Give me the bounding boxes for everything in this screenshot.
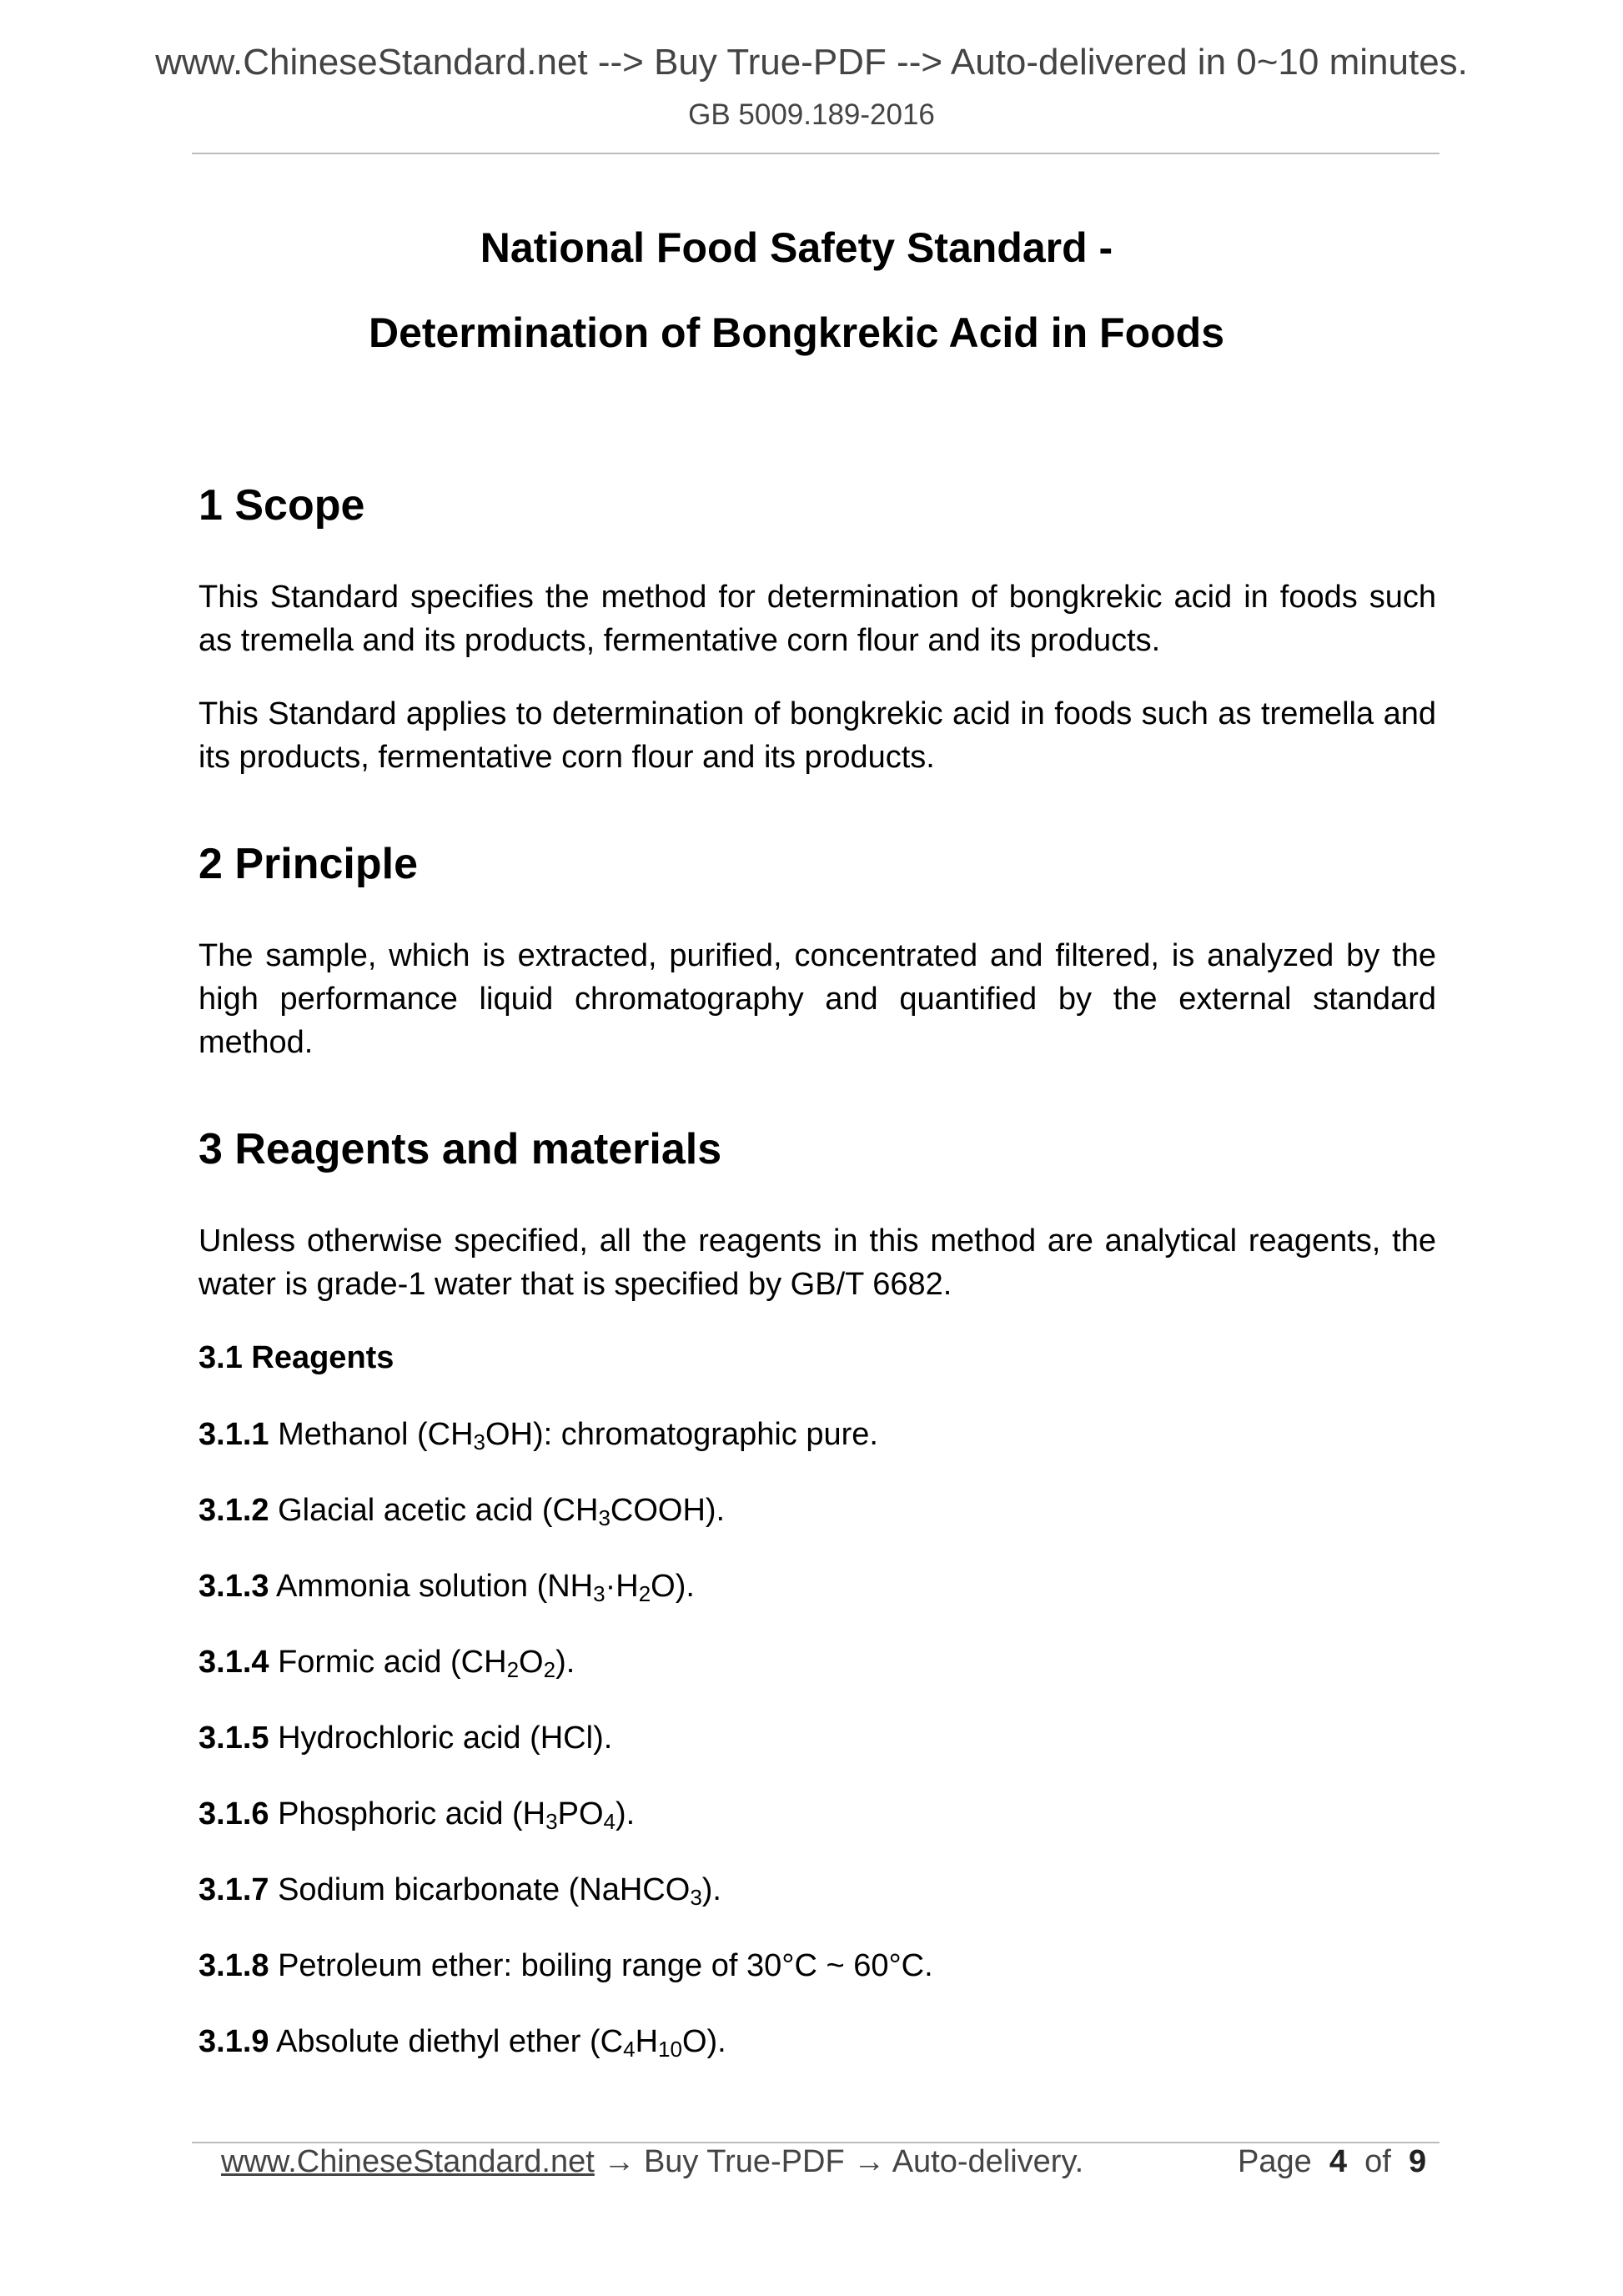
item-subscript: 4 (623, 2037, 636, 2062)
item-text: Formic acid (CH (269, 1645, 507, 1680)
item-text: H (635, 2024, 659, 2059)
item-number: 3.1.1 (198, 1417, 269, 1452)
item-text: ). (701, 1872, 721, 1907)
top-banner: www.ChineseStandard.net --> Buy True-PDF --> Auto-delivered in 0~10 minutes. (155, 42, 1468, 83)
item-subscript: 2 (543, 1657, 556, 1682)
item-subscript: 10 (658, 2037, 682, 2062)
item-text: Petroleum ether: boiling range of 30°C ~ 60°C. (269, 1948, 933, 1983)
reagent-item (198, 1489, 1436, 1532)
item-text: OH): chromatographic pure. (485, 1417, 878, 1452)
page-total: 9 (1408, 2144, 1427, 2179)
item-text: ). (615, 1796, 636, 1831)
reagent-item (198, 1868, 1436, 1912)
item-text: Sodium bicarbonate (NaHCO (269, 1872, 691, 1907)
document-number: GB 5009.189-2016 (688, 98, 935, 131)
item-text: O (519, 1645, 544, 1680)
footer-note-text: → Buy True-PDF → Auto-delivery. (594, 2144, 1084, 2179)
document-title-line2: Determination of Bongkrekic Acid in Foods (368, 309, 1225, 356)
item-text: Phosphoric acid (H (269, 1796, 546, 1831)
item-text: PO (557, 1796, 604, 1831)
reagent-item (198, 1413, 1436, 1456)
item-subscript: 3 (690, 1885, 702, 1910)
scope-paragraph-1: This Standard specifies the method for determination of bongkrekic acid in foods such as tremella and its products, fermentative corn flour and its products. (198, 580, 1436, 658)
item-number: 3.1.3 (198, 1569, 269, 1604)
footer-note (221, 2144, 1083, 2180)
principle-paragraph-1: The sample, which is extracted, purified, concentrated and filtered, is analyzed by the high performance liquid chromatography and quantified by the external standard method. (198, 938, 1436, 1060)
reagent-item (198, 1716, 1436, 1760)
item-text: Absolute diethyl ether (C (269, 2024, 624, 2059)
item-number: 3.1.4 (198, 1645, 269, 1680)
section-heading-scope: 1 Scope (198, 481, 365, 530)
header-divider (192, 153, 1440, 154)
section-heading-reagents: 3 Reagents and materials (198, 1125, 722, 1173)
item-subscript: 3 (545, 1809, 558, 1834)
item-text: O). (651, 1569, 695, 1604)
subsection-heading-reagents: 3.1 Reagents (198, 1340, 394, 1375)
page-label: Page (1238, 2144, 1312, 2179)
page-indicator (1238, 2144, 1426, 2180)
footer-website-link[interactable]: www.ChineseStandard.net (221, 2144, 595, 2179)
item-text: Hydrochloric acid (HCl). (269, 1721, 613, 1756)
footer-divider (192, 2142, 1440, 2143)
item-text: Glacial acetic acid (CH (269, 1493, 599, 1528)
item-number: 3.1.2 (198, 1493, 269, 1528)
item-number: 3.1.9 (198, 2024, 269, 2059)
item-text: ·H (605, 1569, 639, 1604)
reagent-item (198, 1792, 1436, 1836)
item-number: 3.1.8 (198, 1948, 269, 1983)
item-text: ). (555, 1645, 575, 1680)
item-subscript: 2 (638, 1581, 651, 1606)
item-text: Methanol (CH (269, 1417, 474, 1452)
item-text: COOH). (610, 1493, 726, 1528)
page-of-label: of (1364, 2144, 1391, 2179)
item-number: 3.1.6 (198, 1796, 269, 1831)
item-subscript: 4 (603, 1809, 616, 1834)
section-heading-principle: 2 Principle (198, 840, 418, 888)
item-number: 3.1.5 (198, 1721, 269, 1756)
reagents-paragraph-1: Unless otherwise specified, all the reagents in this method are analytical reagents, the water is grade-1 water that is specified by GB/T 6682. (198, 1223, 1436, 1302)
reagent-item (198, 1565, 1436, 1608)
item-subscript: 2 (506, 1657, 520, 1682)
item-subscript: 3 (598, 1505, 611, 1530)
item-text: O). (681, 2024, 726, 2059)
document-body (198, 475, 1436, 2096)
item-subscript: 3 (473, 1429, 485, 1454)
reagent-item (198, 1944, 1436, 1987)
item-subscript: 3 (593, 1581, 605, 1606)
page-current: 4 (1329, 2144, 1348, 2179)
document-title-line1: National Food Safety Standard - (480, 224, 1113, 271)
reagent-item (198, 1640, 1436, 1684)
reagent-item (198, 2020, 1436, 2063)
item-text: Ammonia solution (NH (269, 1569, 594, 1604)
scope-paragraph-2: This Standard applies to determination of bongkrekic acid in foods such as tremella and its products, fermentative corn flour and its products. (198, 696, 1436, 775)
item-number: 3.1.7 (198, 1872, 269, 1907)
